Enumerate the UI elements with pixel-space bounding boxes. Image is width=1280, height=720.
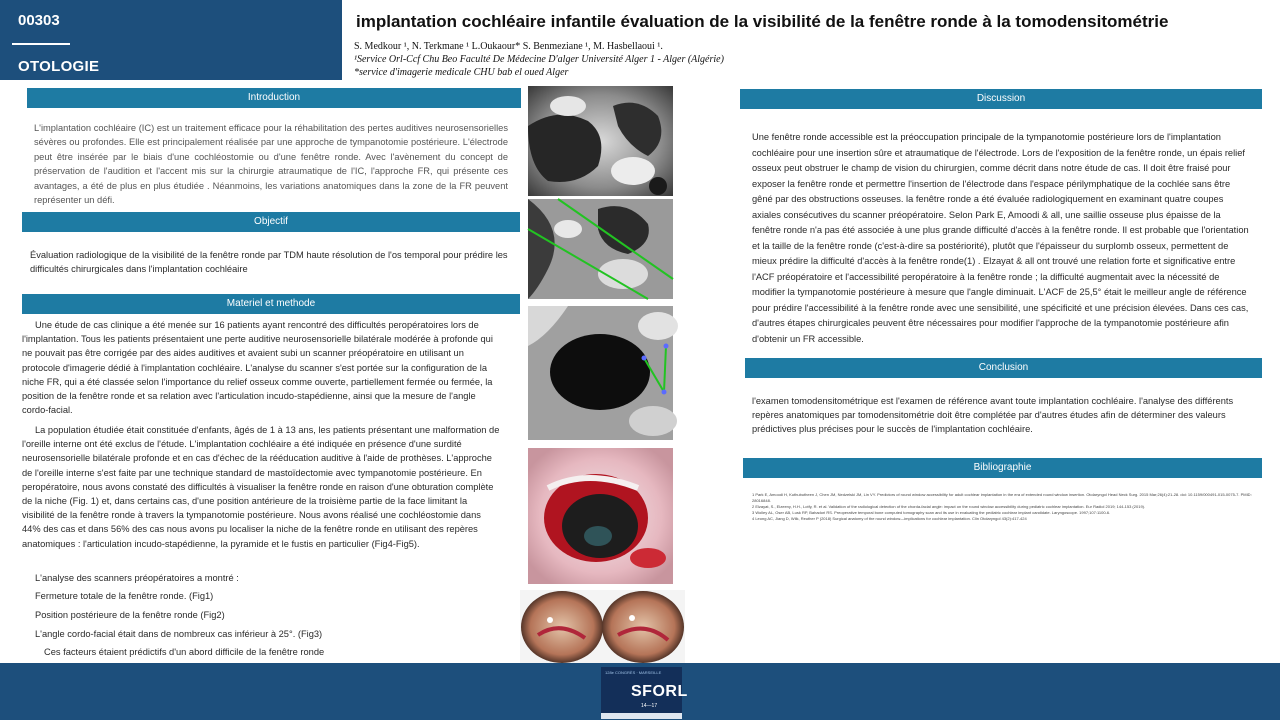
author-list: S. Medkour ¹, N. Terkmane ¹ L.Oukaour* S. Benmeziane ¹, M. Hasbellaoui ¹. [354, 41, 663, 52]
badge-divider [12, 43, 70, 45]
sforl-logo [601, 667, 688, 719]
bibliography-entry: 1 Park E, Amoodi H, Kuthubutheen J, Chen JM, Nedzelski JM, Lin VY. Predictors of round window accessibility for adult cochlear implantation in the era of extended round window insertion. Otolaryngol Head Neck Surg. 2015 Mar;26(4):21-28. doi: 10.1159/000491-015-0075-7. PMID: 28016848. [752, 492, 1252, 503]
affiliation-1: ¹Service Orl-Ccf Chu Beo Faculté De Médecine D'alger Université Alger 1 - Alger (Algérie) [354, 54, 724, 65]
bibliography-entry: 2 Elzayat, S., Elzeeny, H.H., Lotfy, R. et al. Validation of the radiological detection of the chorda-facial angle: impact on the round window accessibility during pediatric cochlear implantation. Eur Radiol 2019; 144-153 (2019). [752, 504, 1146, 509]
introduction-text: L'implantation cochléaire (IC) est un traitement efficace pour la réhabilitation des pertes auditives neurosensorielles sévères ou profondes. Elle est principalement réalisée par une approche de tympanotomie postérieure. L'électrode peut être insérée par le biais d'une cochléostomie ou d'une fenêtre ronde. Avec l'avènement du concept de préservation de l'audition et l'accent mis sur la chirurgie atraumatique de l'IC, l'approche FR, qui présente ces avantages, a été de plus en plus étudiée . Néanmoins, les variations anatomiques dans la zone de la FR peuvent représenter un défi. [34, 123, 508, 206]
logo-tagline: 128e CONGRÈS · MARSEILLE [605, 670, 662, 675]
bibliographie-heading: Bibliographie [743, 458, 1262, 478]
discussion-text: Une fenêtre ronde accessible est la préoccupation principale de la tympanotomie postérieure lors de l'implantation cochléaire pour une insertion sûre et atraumatique de l'électrode. Lors de l'exposition de la fenêtre ronde, un épais relief osseux peut obstruer le champ de vision du chirurgien, comme décrit dans notre étude de cas. Il doit être fraisé pour exposer la fenêtre ronde et permettre l'insertion de l'électrode dans l'espace périlymphatique de la cochlée sans être gêné par des obstructions osseuses. la fenêtre ronde a été évaluée radiologiquement en examinant quatre coupes axiales consécutives du scanner préopératoire. Selon Park E, Amoodi & all, une saillie osseuse plus épaisse de la fenêtre ronde n'a pas été associée à une plus grande difficulté d'accès à la fenêtre ronde. Il est probable que l'orientation et la taille de la fenêtre ronde (c'est-à-dire sa postériorité), plutôt que l'épaisseur du surplomb osseux, permettent de mieux prédire la difficulté d'accès à la fenêtre ronde(1) . Elzayat & all ont trouvé une relation forte et significative entre l'ACF préopératoire et l'accessibilité peropératoire à la fenêtre ronde ; la difficulté augmentait avec la nécessité de modifier la tympanotomie postérieure à mesure que l'angle diminuait. L'ACF de 25,5° était le meilleur angle de référence pour prédire l'accessibilité à la fenêtre ronde avec une sensibilité, une spécificité et une précision élevées. Dans ces cas, d'autres étapes chirurgicales peuvent être nécessaires pour modifier l'approche de la tympanotomie postérieure afin d'obtenir un FR accessible. [752, 132, 1249, 344]
poster-specialty: OTOLOGIE [18, 58, 100, 75]
discussion-heading: Discussion [740, 89, 1262, 109]
ct-scan-angle-image [528, 306, 673, 440]
finding-3: L'angle cordo-facial était dans de nombreux cas inférieur à 25°. (Fig3) [35, 629, 323, 639]
poster-number: 00303 [18, 12, 60, 29]
conclusion-text: l'examen tomodensitométrique est l'examen de référence avant toute implantation cochléaire. l'analyse des différents repères anatomiques par tomodensitométrie doit être complétée par d'autres études afin de déterminer des valeurs prédictives plus précises pour le succès de l'implantation cochléaire. [752, 396, 1234, 435]
ct-scan-lines-image [528, 199, 673, 299]
bibliography-entry: 3 Wolley AL, Oser AB, Lusk RP, Bahadori RS. Preoperative temporal bone computed tomography scan and its use in evaluating the pediatric cochlear implant candidate. Laryngoscope. 1997;107:1100-6. [752, 510, 1111, 515]
poster-title: implantation cochléaire infantile évaluation de la visibilité de la fenêtre ronde à la tomodensitométrie [356, 12, 1169, 31]
objectif-text: Évaluation radiologique de la visibilité de la fenêtre ronde par TDM haute résolution de l'os temporal pour prédire les difficultés chirurgicales dans l'implantation cochléaire [30, 250, 508, 274]
finding-2: Position postérieure de la fenêtre ronde (Fig2) [35, 610, 225, 620]
poster-authors [354, 40, 724, 79]
logo-bar [601, 713, 682, 719]
findings-intro: L'analyse des scanners préopératoires a montré : [35, 573, 239, 583]
bibliography-entry: 4 Leong AC, Jiang D, Wilk, Reuther P (2018) Surgical anatomy of the round window—implications for cochlear implantation. Clin Otolaryngol 43(2):417-424 [752, 516, 1027, 521]
objectif-heading: Objectif [22, 212, 520, 232]
endoscopic-view-image [528, 448, 673, 584]
bibliography-list [752, 492, 1252, 522]
ct-scan-image [528, 86, 673, 196]
otoscopic-views-image [520, 590, 685, 663]
introduction-heading: Introduction [27, 88, 521, 108]
finding-1: Fermeture totale de la fenêtre ronde. (Fig1) [35, 591, 214, 601]
logo-dates: 14—17 [641, 703, 658, 709]
methode-heading: Materiel et methode [22, 294, 520, 314]
methode-paragraph-2: La population étudiée était constituée d'enfants, âgés de 1 à 13 ans, les patients présentant une malformation de l'oreille interne ont été exclus de l'étude. L'implantation cochléaire a été indiquée en présence d'une surdité neurosensorielle bilatérale profonde et en cas d'échec de la rééducation auditive à l'aide de prothèses. L'approche de l'oreille interne s'est faite par une technique standard de mastoïdectomie avec tympanotomie postérieure. En peropératoire, nous avons constaté des difficultés à visualiser la fenêtre ronde en raison d'une obturation complète de la niche (Fig. 1) et, dans certains cas, d'une position antérieure de la troisième partie de la face limitant la visibilité de la fenêtre ronde à travers la tympanotomie postérieure. Nous avons réalisé une cochléostomie dans 44% des cas et dans 56% des cas nous avons pu localiser la niche de la fenêtre ronde en utilisant des repères anatomiques : l'articulation incudo-stapédienne, la pyramide et le fustis en particulier (Fig4-Fig5). [22, 425, 500, 549]
findings-conclusion: Ces facteurs étaient prédictifs d'un abord difficile de la fenêtre ronde [44, 647, 325, 657]
logo-wordmark: SFORL [631, 683, 688, 700]
methode-paragraph-1: Une étude de cas clinique a été menée sur 16 patients ayant rencontré des difficultés peropératoires lors de l'implantation. Tous les patients présentaient une perte auditive neurosensorielle bilatérale modérée à profonde qui ne pouvait pas être corrigée par des aides auditives et avaient subi un scanner préopératoire en utilisant un protocole d'imagerie dédié à l'implantation cochléaire. L'analyse du scanner s'est portée sur la configuration de la niche FR, qui a été classée selon l'importance du relief osseux comme ouverte, partiellement fermée ou fermée, la position de la fenêtre ronde et sa relation avec l'articulation incudo-stapédienne, ainsi que la mesure de l'angle cordo-facial. [22, 320, 493, 416]
poster-badge [0, 0, 342, 80]
affiliation-2: *service d'imagerie medicale CHU bab el oued Alger [354, 67, 569, 78]
conclusion-heading: Conclusion [745, 358, 1262, 378]
